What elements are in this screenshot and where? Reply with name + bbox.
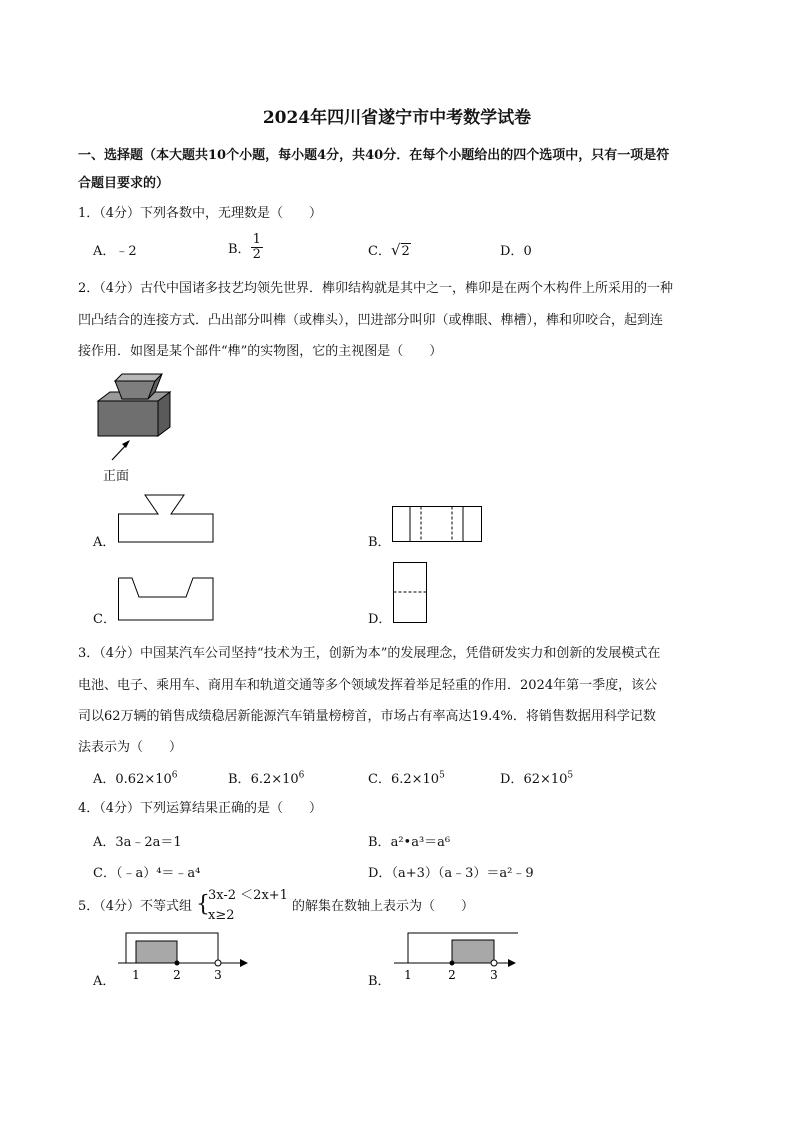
q2-option-d-label[interactable]: D．: [368, 612, 392, 627]
q3-option-b-text: 6.2×10: [250, 772, 299, 787]
q4-option-b[interactable]: [368, 831, 450, 850]
q2-option-c-label[interactable]: C．: [93, 612, 116, 627]
q5-option-a-label[interactable]: A．: [93, 974, 116, 989]
q3-option-b-exponent: 6: [298, 770, 305, 781]
q4-option-c-label: C．: [93, 866, 116, 881]
q2-line3: 接作用．如图是某个部件“榫”的实物图，它的主视图是（ ）: [78, 344, 443, 359]
q3-line3: 司以62万辆的销售成绩稳居新能源汽车销量榜榜首，市场占有率高达19.4%．将销售数据用科学记数: [78, 709, 656, 724]
q3-line2: 电池、电子、乘用车、商用车和轨道交通等多个领域发挥着举足轻重的作用．2024年第一季度，该公: [78, 678, 658, 693]
q4-option-b-text: a²•a³＝a⁶: [390, 835, 451, 850]
q4-option-a-text: 3a﹣2a＝1: [115, 835, 182, 850]
q2-option-b-figure[interactable]: [392, 506, 484, 544]
inequality-2: x≥2: [208, 908, 235, 923]
q4-option-c-text: （﹣a）⁴＝﹣a⁴: [115, 866, 201, 881]
brace-icon: {: [196, 892, 210, 917]
q4-option-d-label: D．: [368, 866, 392, 881]
q4-stem: 4．（4分）下列运算结果正确的是（ ）: [78, 801, 323, 816]
q3-option-a-exponent: 6: [171, 770, 178, 781]
q1-option-c-label: C．: [368, 244, 391, 259]
q3-option-d-label: D．: [500, 772, 524, 787]
q3-option-c-exponent: 5: [439, 770, 445, 781]
q5-a-tick-2: 2: [173, 968, 181, 982]
q2-option-c-figure[interactable]: [118, 575, 216, 623]
q5-b-tick-3: 3: [490, 968, 498, 982]
q3-option-c-text: 6.2×10: [390, 772, 440, 787]
q4-option-d[interactable]: [368, 862, 534, 881]
q5-b-tick-2: 2: [448, 968, 456, 982]
q2-option-d-figure[interactable]: [393, 562, 429, 624]
q3-option-a[interactable]: [93, 768, 178, 787]
sqrt-icon: √: [390, 241, 401, 259]
q1-option-c-radicand: 2: [401, 244, 410, 259]
q1-option-b[interactable]: [228, 233, 263, 262]
q5-a-tick-3: 3: [214, 968, 222, 982]
q4-option-d-text: （a+3）（a﹣3）＝a²﹣9: [391, 866, 534, 881]
q5-option-a-number-line[interactable]: [116, 928, 250, 984]
q3-option-d[interactable]: [500, 768, 573, 787]
q1-option-a-text: ﹣2: [115, 244, 137, 259]
q3-option-c[interactable]: [368, 768, 445, 787]
q5-option-b-number-line[interactable]: [392, 928, 526, 984]
q3-option-a-label: A．: [93, 772, 116, 787]
q3-line1: 3．（4分）中国某汽车公司坚持“技术为王，创新为本”的发展理念，凭借研发实力和创新的发展模式在: [78, 646, 661, 661]
q4-option-a[interactable]: [93, 831, 182, 850]
q1-option-a-label: A．: [93, 244, 116, 259]
q3-option-a-text: 0.62×10: [115, 772, 172, 787]
q5-a-tick-1: 1: [132, 968, 140, 982]
q4-option-a-label: A．: [93, 835, 116, 850]
section-heading-line2: 合题目要求的）: [78, 176, 170, 191]
q1-option-b-fraction: [251, 233, 263, 262]
section-heading: [78, 142, 718, 198]
q2-option-a-figure[interactable]: [118, 494, 216, 544]
q5-stem-pre: 5．（4分）不等式组: [78, 899, 193, 914]
q1-option-c[interactable]: [368, 240, 411, 259]
q4-option-b-label: B．: [368, 835, 391, 850]
q4-option-c[interactable]: [93, 862, 200, 881]
page-title: 2024年四川省遂宁市中考数学试卷: [262, 108, 532, 128]
inequality-1: 3x-2 ＜2x+1: [208, 888, 288, 903]
fraction-denominator: 2: [252, 247, 261, 262]
q1-stem: 1．（4分）下列各数中，无理数是（ ）: [78, 206, 323, 221]
q2-option-b-label[interactable]: B．: [368, 535, 391, 550]
section-heading-line1: 一、选择题（本大题共10个小题，每小题4分，共40分．在每个小题给出的四个选项中，只有一项是符: [78, 148, 670, 163]
front-view-label: 正面: [103, 469, 130, 484]
q3-line4: 法表示为（ ）: [78, 740, 183, 755]
q5-option-b-label[interactable]: B．: [368, 974, 391, 989]
q1-option-d-text: 0: [523, 244, 532, 259]
q1-option-d-label: D．: [500, 244, 524, 259]
q3-option-c-label: C．: [368, 772, 391, 787]
q1-option-d[interactable]: [500, 240, 532, 259]
q3-option-d-text: 62×10: [523, 772, 568, 787]
inequality-system: [208, 886, 288, 926]
q3-option-b[interactable]: [228, 768, 304, 787]
q2-line2: 凹凸结合的连接方式．凸出部分叫榫（或榫头），凹进部分叫卯（或榫眼、榫槽），榫和卯咬合，起到连: [78, 313, 664, 328]
fraction-numerator: 1: [252, 232, 261, 247]
q3-option-b-label: B．: [228, 772, 251, 787]
q1-option-b-label: B．: [228, 242, 251, 257]
q2-line1: 2．（4分）古代中国诸多技艺均领先世界．榫卯结构就是其中之一，榫卯是在两个木构件上所采用的一种: [78, 281, 674, 296]
q5-stem-post: 的解集在数轴上表示为（ ）: [292, 899, 475, 914]
q2-option-a-label[interactable]: A．: [93, 535, 116, 550]
q5-b-tick-1: 1: [404, 968, 412, 982]
q1-option-a[interactable]: [93, 240, 137, 259]
q3-option-d-exponent: 5: [567, 770, 574, 781]
